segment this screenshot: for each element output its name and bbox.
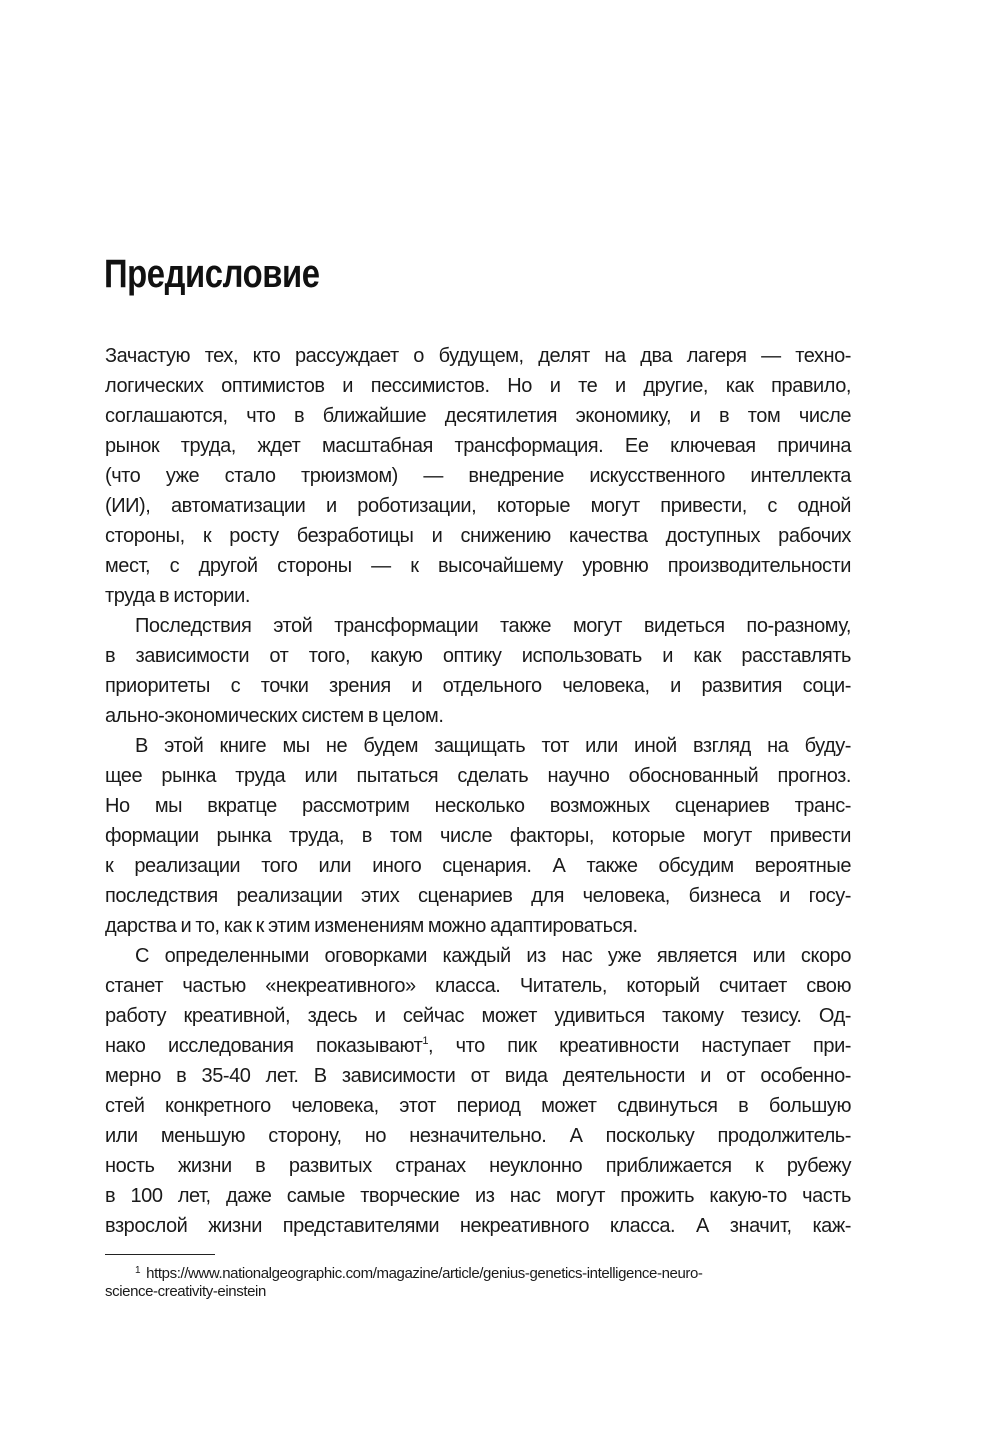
text-line: логических оптимистов и пессимистов. Но и те и другие, как правило, <box>105 375 851 397</box>
footnote-reference[interactable]: 1 <box>422 1035 428 1047</box>
text-line: Последствия этой трансформации также могут видеться по-разному, <box>135 615 851 637</box>
text-line: Зачастую тех, кто рассуждает о будущем, делят на два лагеря — техно- <box>105 345 851 367</box>
footnote-line <box>105 1265 851 1283</box>
text-line: труда в истории. <box>105 585 250 607</box>
text-line: мест, с другой стороны — к высочайшему уровню производительности <box>105 555 851 577</box>
footnote-url: https://www.nationalgeographic.com/magazine/article/genius-genetics-intelligence-neuro- <box>146 1265 703 1282</box>
text-segment: нако исследования показывают <box>105 1035 423 1057</box>
text-line: Но мы вкратце рассмотрим несколько возможных сценариев транс- <box>105 795 851 817</box>
text-line: последствия реализации этих сценариев для человека, бизнеса и госу- <box>105 885 851 907</box>
footnote-marker: 1 <box>135 1265 141 1276</box>
text-line: С определенными оговорками каждый из нас уже является или скоро <box>135 945 851 967</box>
footnote <box>105 1265 851 1301</box>
text-line: работу креативной, здесь и сейчас может удивиться такому тезису. Од- <box>105 1005 851 1027</box>
text-line: формации рынка труда, в том числе факторы, которые могут привести <box>105 825 851 847</box>
text-line <box>105 1031 851 1061</box>
text-line: дарства и то, как к этим изменениям можно адаптироваться. <box>105 915 638 937</box>
text-line: станет частью «некреативного» класса. Читатель, который считает свою <box>105 975 851 997</box>
text-line: щее рынка труда или пытаться сделать научно обоснованный прогноз. <box>105 765 851 787</box>
body-text <box>105 341 851 1241</box>
text-line: приоритеты с точки зрения и отдельного человека, и развития соци- <box>105 675 851 697</box>
text-line: стей конкретного человека, этот период может сдвинуться в большую <box>105 1095 851 1117</box>
paragraph <box>105 341 851 611</box>
text-line: взрослой жизни представителями некреативного класса. А значит, каж- <box>105 1215 851 1237</box>
text-line: рынок труда, ждет масштабная трансформация. Ее ключевая причина <box>105 435 851 457</box>
footnote-divider <box>105 1254 215 1255</box>
paragraph <box>105 611 851 731</box>
paragraph <box>105 731 851 941</box>
text-line: или меньшую сторону, но незначительно. А поскольку продолжитель- <box>105 1125 851 1147</box>
text-line: В этой книге мы не будем защищать тот или иной взгляд на буду- <box>135 735 851 757</box>
text-line: мерно в 35-40 лет. В зависимости от вида деятельности и от особенно- <box>105 1065 851 1087</box>
text-line: (ИИ), автоматизации и роботизации, которые могут привести, с одной <box>105 495 851 517</box>
text-line: (что уже стало трюизмом) — внедрение искусственного интеллекта <box>105 465 851 487</box>
footnote-line: science-creativity-einstein <box>105 1283 266 1300</box>
paragraph <box>105 941 851 1241</box>
text-line: соглашаются, что в ближайшие десятилетия экономику, и в том числе <box>105 405 851 427</box>
text-line: ально-экономических систем в целом. <box>105 705 444 727</box>
text-line: к реализации того или иного сценария. А также обсудим вероятные <box>105 855 851 877</box>
text-segment: , что пик креативности наступает при- <box>428 1035 852 1057</box>
text-line: в зависимости от того, какую оптику использовать и как расставлять <box>105 645 851 667</box>
text-line: ность жизни в развитых странах неуклонно приближается к рубежу <box>105 1155 851 1177</box>
text-line: стороны, к росту безработицы и снижению качества доступных рабочих <box>105 525 851 547</box>
text-line: в 100 лет, даже самые творческие из нас могут прожить какую-то часть <box>105 1185 851 1207</box>
page-title: Предисловие <box>104 252 320 296</box>
